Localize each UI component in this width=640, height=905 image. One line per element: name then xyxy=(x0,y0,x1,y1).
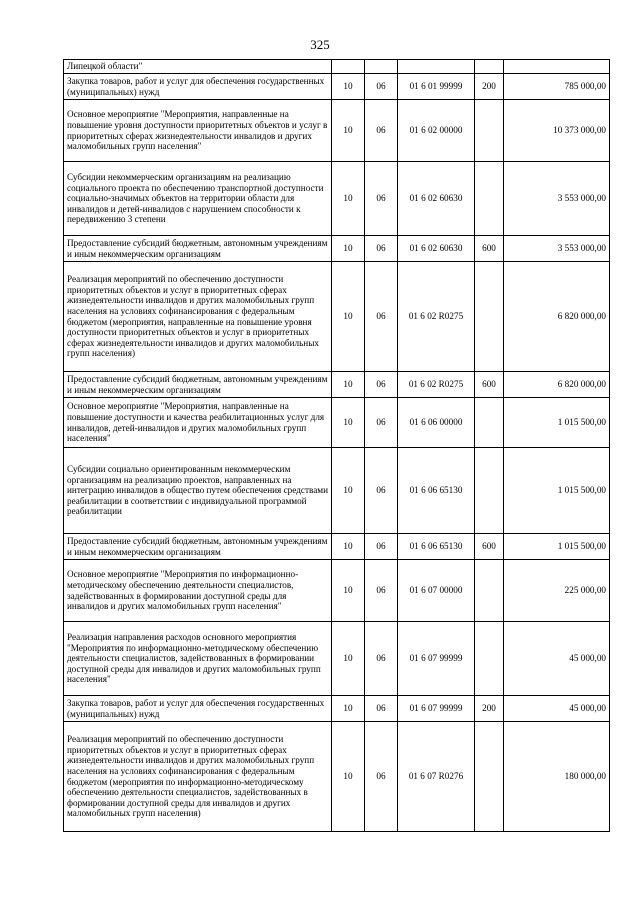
cell-amount: 45 000,00 xyxy=(504,622,610,696)
table-row xyxy=(64,398,610,448)
table-row xyxy=(64,162,610,236)
cell-description: Предоставление субсидий бюджетным, автономным учреждениям и иным некоммерческим организациям xyxy=(64,372,332,398)
cell-target-article: 01 6 02 00000 xyxy=(398,100,475,162)
cell-amount: 225 000,00 xyxy=(504,560,610,622)
cell-target-article: 01 6 02 60630 xyxy=(398,162,475,236)
cell-amount: 6 820 000,00 xyxy=(504,372,610,398)
table-row xyxy=(64,722,610,832)
cell-amount xyxy=(504,60,610,74)
cell-target-article: 01 6 01 99999 xyxy=(398,74,475,100)
cell-target-article: 01 6 07 R0276 xyxy=(398,722,475,832)
cell-section: 10 xyxy=(332,534,365,560)
cell-target-article: 01 6 07 99999 xyxy=(398,696,475,722)
cell-amount: 10 373 000,00 xyxy=(504,100,610,162)
cell-subsection: 06 xyxy=(365,162,398,236)
table-row xyxy=(64,622,610,696)
cell-subsection: 06 xyxy=(365,560,398,622)
cell-section xyxy=(332,60,365,74)
table-row xyxy=(64,696,610,722)
cell-section: 10 xyxy=(332,448,365,534)
cell-subsection: 06 xyxy=(365,74,398,100)
table-row xyxy=(64,372,610,398)
cell-subsection: 06 xyxy=(365,372,398,398)
cell-expense-type: 600 xyxy=(475,534,504,560)
table-row xyxy=(64,262,610,372)
cell-description: Липецкой области" xyxy=(64,60,332,74)
cell-amount: 180 000,00 xyxy=(504,722,610,832)
cell-target-article: 01 6 02 R0275 xyxy=(398,262,475,372)
cell-expense-type xyxy=(475,262,504,372)
cell-description: Реализация направления расходов основного мероприятия "Мероприятия по информационно-методическому обеспечению деятельности специалистов, задействованных в формировании доступной среды для инвалидов и других маломобильных групп населения" xyxy=(64,622,332,696)
cell-description: Основное мероприятие "Мероприятия, направленные на повышение уровня доступности приоритетных объектов и услуг в приоритетных сферах жизнедеятельности инвалидов и других маломобильных групп населения" xyxy=(64,100,332,162)
cell-section: 10 xyxy=(332,398,365,448)
cell-description: Основное мероприятие "Мероприятия, направленные на повышение доступности и качества реабилитационных услуг для инвалидов, детей-инвалидов и других маломобильных групп населения" xyxy=(64,398,332,448)
cell-expense-type: 200 xyxy=(475,696,504,722)
cell-description: Субсидии социально ориентированным некоммерческим организациям на реализацию проектов, направленных на интеграцию инвалидов в общество путем обеспечения средствами реабилитации в соответствии с индивидуальной программой реабилитации xyxy=(64,448,332,534)
cell-section: 10 xyxy=(332,236,365,262)
cell-section: 10 xyxy=(332,162,365,236)
cell-expense-type xyxy=(475,398,504,448)
cell-expense-type: 200 xyxy=(475,74,504,100)
cell-amount: 45 000,00 xyxy=(504,696,610,722)
cell-subsection: 06 xyxy=(365,696,398,722)
cell-expense-type: 600 xyxy=(475,236,504,262)
cell-expense-type xyxy=(475,560,504,622)
cell-subsection: 06 xyxy=(365,722,398,832)
page-number: 325 xyxy=(310,37,330,52)
table-row xyxy=(64,560,610,622)
cell-description: Закупка товаров, работ и услуг для обеспечения государственных (муниципальных) нужд xyxy=(64,696,332,722)
cell-subsection: 06 xyxy=(365,100,398,162)
cell-amount: 3 553 000,00 xyxy=(504,236,610,262)
table-row xyxy=(64,100,610,162)
cell-target-article: 01 6 06 65130 xyxy=(398,534,475,560)
cell-subsection: 06 xyxy=(365,236,398,262)
cell-description: Субсидии некоммерческим организациям на реализацию социального проекта по обеспечению транспортной доступности социально-значимых объектов на территории области для инвалидов и детей-инвалидов с нарушением способности к передвижению 3 степени xyxy=(64,162,332,236)
cell-target-article: 01 6 06 00000 xyxy=(398,398,475,448)
cell-target-article: 01 6 02 R0275 xyxy=(398,372,475,398)
cell-amount: 1 015 500,00 xyxy=(504,448,610,534)
cell-subsection: 06 xyxy=(365,534,398,560)
cell-target-article: 01 6 07 00000 xyxy=(398,560,475,622)
table-row xyxy=(64,74,610,100)
cell-subsection: 06 xyxy=(365,448,398,534)
cell-section: 10 xyxy=(332,262,365,372)
cell-subsection: 06 xyxy=(365,262,398,372)
table-row xyxy=(64,236,610,262)
cell-expense-type xyxy=(475,100,504,162)
cell-expense-type xyxy=(475,448,504,534)
cell-expense-type: 600 xyxy=(475,372,504,398)
cell-description: Основное мероприятие "Мероприятия по информационно-методическому обеспечению деятельности специалистов, задействованных в формировании доступной среды для инвалидов и других маломобильных групп населения" xyxy=(64,560,332,622)
cell-expense-type xyxy=(475,722,504,832)
cell-amount: 1 015 500,00 xyxy=(504,398,610,448)
cell-description: Реализация мероприятий по обеспечению доступности приоритетных объектов и услуг в приоритетных сферах жизнедеятельности инвалидов и других маломобильных групп населения на условиях софинансирования с федеральным бюджетом (мероприятия, направленные на повышение уровня доступности приоритетных объектов и услуг в приоритетных сферах жизнедеятельности инвалидов и других маломобильных групп населения) xyxy=(64,262,332,372)
cell-target-article xyxy=(398,60,475,74)
cell-section: 10 xyxy=(332,74,365,100)
cell-section: 10 xyxy=(332,372,365,398)
cell-amount: 3 553 000,00 xyxy=(504,162,610,236)
table-row xyxy=(64,60,610,74)
budget-table-body xyxy=(64,60,610,832)
cell-subsection xyxy=(365,60,398,74)
cell-section: 10 xyxy=(332,100,365,162)
cell-target-article: 01 6 02 60630 xyxy=(398,236,475,262)
cell-section: 10 xyxy=(332,722,365,832)
cell-target-article: 01 6 06 65130 xyxy=(398,448,475,534)
table-row xyxy=(64,534,610,560)
cell-amount: 785 000,00 xyxy=(504,74,610,100)
cell-description: Предоставление субсидий бюджетным, автономным учреждениям и иным некоммерческим организациям xyxy=(64,534,332,560)
cell-amount: 1 015 500,00 xyxy=(504,534,610,560)
cell-expense-type xyxy=(475,60,504,74)
cell-amount: 6 820 000,00 xyxy=(504,262,610,372)
cell-description: Предоставление субсидий бюджетным, автономным учреждениям и иным некоммерческим организациям xyxy=(64,236,332,262)
table-row xyxy=(64,448,610,534)
cell-description: Реализация мероприятий по обеспечению доступности приоритетных объектов и услуг в приоритетных сферах жизнедеятельности инвалидов и других маломобильных групп населения на условиях софинансирования с федеральным бюджетом (мероприятия по информационно-методическому обеспечению деятельности специалистов, задействованных в формировании доступной среды для инвалидов и других маломобильных групп населения) xyxy=(64,722,332,832)
cell-subsection: 06 xyxy=(365,622,398,696)
cell-section: 10 xyxy=(332,560,365,622)
cell-section: 10 xyxy=(332,622,365,696)
cell-subsection: 06 xyxy=(365,398,398,448)
cell-target-article: 01 6 07 99999 xyxy=(398,622,475,696)
budget-table xyxy=(63,59,610,832)
cell-description: Закупка товаров, работ и услуг для обеспечения государственных (муниципальных) нужд xyxy=(64,74,332,100)
cell-section: 10 xyxy=(332,696,365,722)
cell-expense-type xyxy=(475,622,504,696)
cell-expense-type xyxy=(475,162,504,236)
